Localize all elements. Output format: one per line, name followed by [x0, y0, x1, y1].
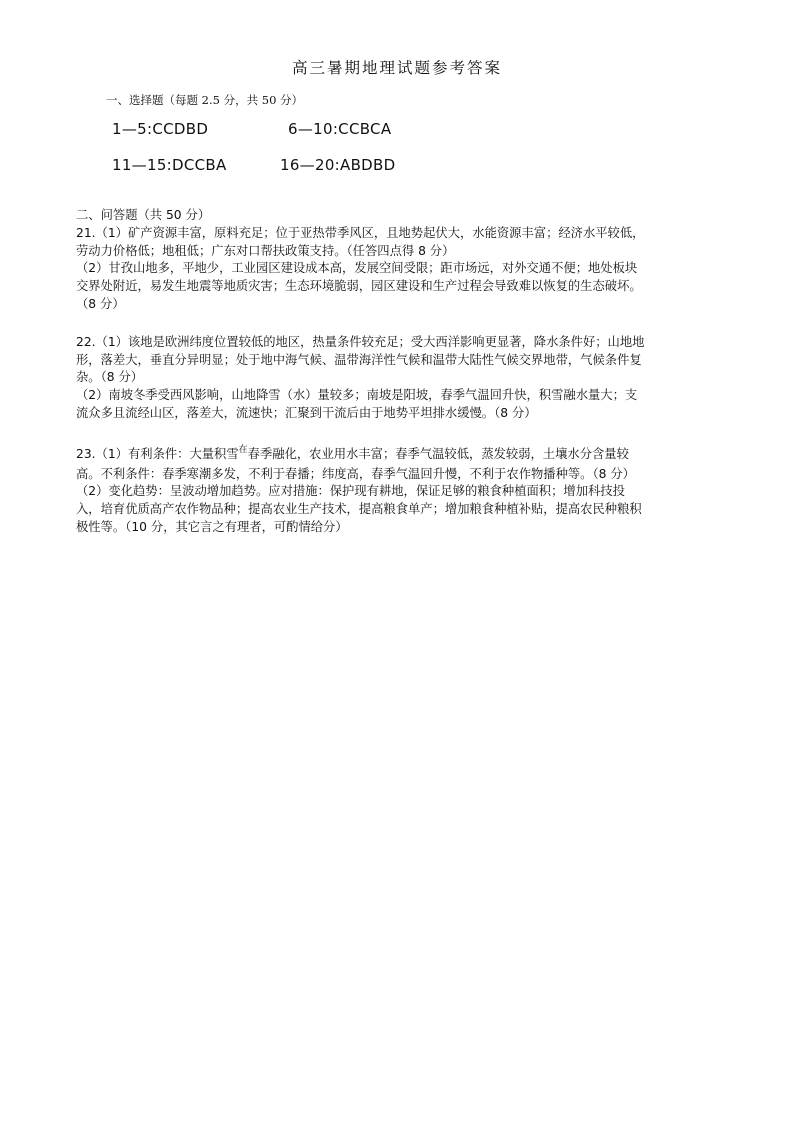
answer-group-1-5: 1—5:CCDBD [112, 120, 209, 138]
multiple-choice-heading: 一、选择题（每题 2.5 分，共 50 分） [106, 93, 304, 107]
question-21-answer [76, 225, 726, 314]
q23-line [76, 446, 726, 466]
q23-inserted-char: 在 [238, 445, 248, 455]
q21-line: （2）甘孜山地多，平地少，工业园区建设成本高，发展空间受限；距市场远，对外交通不便；地处板块 [76, 261, 638, 276]
question-22-answer [76, 334, 726, 423]
page-title: 高三暑期地理试题参考答案 [291, 59, 502, 77]
short-answer-heading [76, 207, 726, 225]
q23-line: （2）变化趋势：呈波动增加趋势。应对措施：保护现有耕地，保证足够的粮食种植面积；增加科技投 [76, 484, 625, 499]
q23-line: 高。不利条件：春季寒潮多发，不利于春播；纬度高，春季气温回升慢，不利于农作物播种等。（8 分） [76, 466, 635, 481]
q22-line: （2）南坡冬季受西风影响，山地降雪（水）量较多；南坡是阳坡，春季气温回升快，积雪融水量大；支 [76, 388, 638, 403]
q23-line: 极性等。（10 分，其它言之有理者，可酌情给分） [76, 519, 348, 534]
q23-line: 入，培育优质高产农作物品种；提高农业生产技术，提高粮食单产；增加粮食种植补贴，提高农民种粮积 [76, 502, 642, 517]
answer-group-11-15: 11—15:DCCBA [112, 156, 227, 174]
q21-line: 交界处附近，易发生地震等地质灾害；生态环境脆弱，园区建设和生产过程会导致难以恢复的生态破坏。 [76, 279, 642, 294]
short-answer-heading-text: 二、问答题（共 50 分） [76, 208, 211, 222]
q21-line: （8 分） [76, 296, 125, 311]
q22-line: 流众多且流经山区，落差大，流速快；汇聚到干流后由于地势平坦排水缓慢。（8 分） [76, 405, 537, 420]
question-23-answer [76, 446, 726, 537]
q23-line1-pre: 23.（1）有利条件：大量积雪 [76, 447, 239, 461]
q21-line: 劳动力价格低；地租低；广东对口帮扶政策支持。（任答四点得 8 分） [76, 243, 455, 258]
q23-line1-post: 春季融化，农业用水丰富；春季气温较低，蒸发较弱，土壤水分含量较 [247, 447, 629, 461]
q22-line: 22.（1）该地是欧洲纬度位置较低的地区，热量条件较充足；受大西洋影响更显著，降水条件好；山地地 [76, 335, 645, 349]
q22-line: 形，落差大，垂直分异明显；处于地中海气候、温带海洋性气候和温带大陆性气候交界地带，气候条件复 [76, 352, 642, 367]
q22-line: 杂。（8 分） [76, 370, 144, 385]
answer-group-16-20: 16—20:ABDBD [280, 156, 396, 174]
answer-group-6-10: 6—10:CCBCA [288, 120, 392, 138]
q21-line: 21.（1）矿产资源丰富，原料充足；位于亚热带季风区，且地势起伏大，水能资源丰富；经济水平较低， [76, 226, 645, 240]
